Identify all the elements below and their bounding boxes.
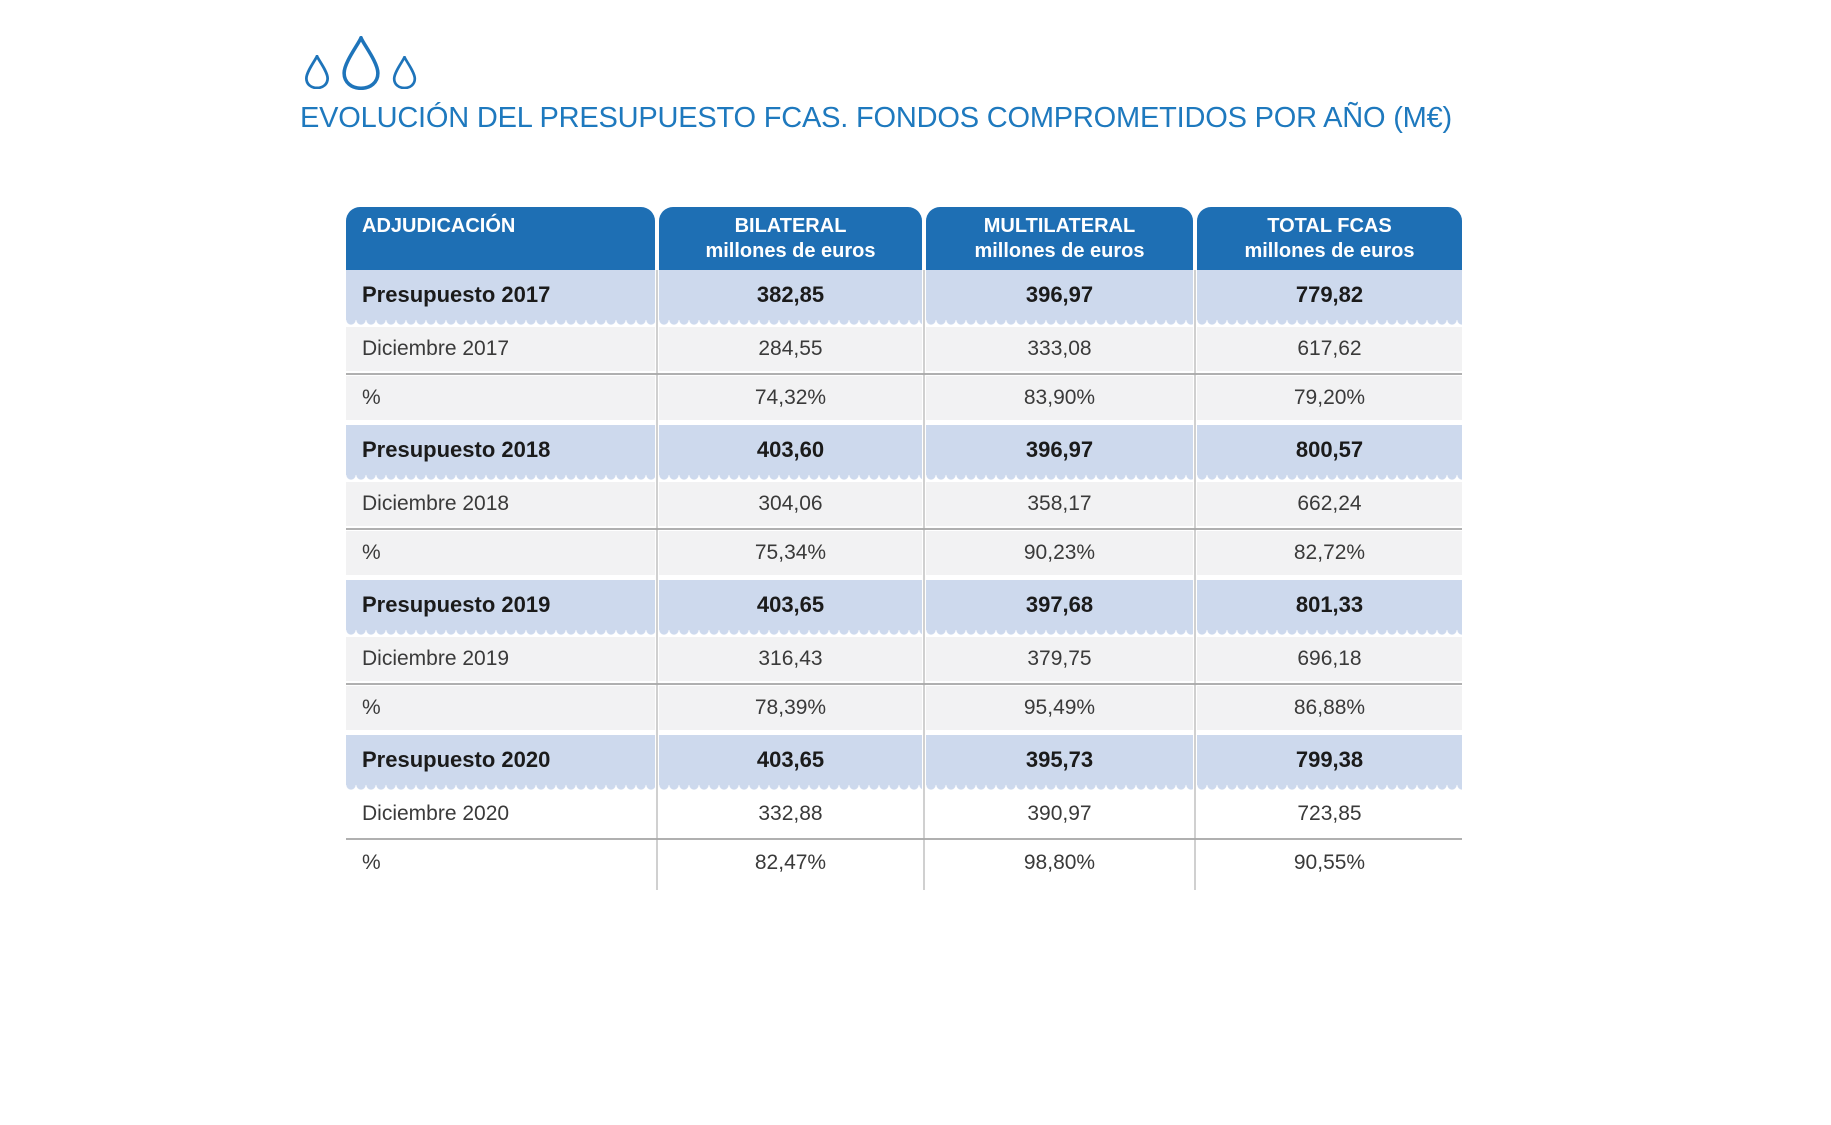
total-value: 723,85 [1197,792,1462,836]
bilateral-value: 74,32% [659,376,922,420]
table-row [346,376,1462,420]
multilateral-value: 396,97 [926,270,1193,320]
row-label: Diciembre 2020 [346,792,655,836]
bilateral-value: 403,65 [659,735,922,785]
column-divider [656,270,658,890]
total-value: 82,72% [1197,531,1462,575]
water-drops-logo [300,36,430,90]
row-label: Presupuesto 2020 [346,735,655,785]
table-row [346,425,1462,480]
multilateral-value: 397,68 [926,580,1193,630]
table-row [346,531,1462,575]
header-sublabel: millones de euros [974,240,1145,262]
bilateral-value: 82,47% [659,841,922,885]
header-adjudicacion [346,207,655,270]
row-label: Diciembre 2017 [346,327,655,371]
water-drop-icon [390,56,419,89]
table-row [346,482,1462,526]
bilateral-value: 382,85 [659,270,922,320]
bilateral-value: 332,88 [659,792,922,836]
table-row [346,327,1462,371]
header-label: ADJUDICACIÓN [362,215,516,237]
header-label: TOTAL FCAS [1267,215,1392,237]
bilateral-value: 403,65 [659,580,922,630]
table-body [346,270,1462,885]
header-label: BILATERAL [734,215,847,237]
multilateral-value: 396,97 [926,425,1193,475]
header-sublabel: millones de euros [705,240,876,262]
table-row [346,686,1462,730]
row-label: Presupuesto 2018 [346,425,655,475]
water-drop-icon [302,55,332,89]
table-row [346,792,1462,836]
total-value: 801,33 [1197,580,1462,630]
table-row [346,841,1462,885]
header-multilateral [926,207,1193,270]
table-row [346,637,1462,681]
row-label: % [346,531,655,575]
bilateral-value: 284,55 [659,327,922,371]
row-label: Presupuesto 2017 [346,270,655,320]
table-header-row [346,207,1462,270]
total-value: 86,88% [1197,686,1462,730]
total-value: 799,38 [1197,735,1462,785]
multilateral-value: 95,49% [926,686,1193,730]
total-value: 696,18 [1197,637,1462,681]
bilateral-value: 78,39% [659,686,922,730]
total-value: 662,24 [1197,482,1462,526]
bilateral-value: 316,43 [659,637,922,681]
row-label: % [346,841,655,885]
table-row [346,580,1462,635]
header-label: MULTILATERAL [983,215,1136,237]
row-label: Diciembre 2018 [346,482,655,526]
header-total-fcas [1197,207,1462,270]
row-label: % [346,376,655,420]
multilateral-value: 358,17 [926,482,1193,526]
total-value: 90,55% [1197,841,1462,885]
column-divider [1194,270,1196,890]
row-label: Diciembre 2019 [346,637,655,681]
multilateral-value: 379,75 [926,637,1193,681]
total-value: 779,82 [1197,270,1462,320]
row-label: Presupuesto 2019 [346,580,655,630]
water-drop-icon [340,36,382,90]
total-value: 617,62 [1197,327,1462,371]
page-title: EVOLUCIÓN DEL PRESUPUESTO FCAS. FONDOS COMPROMETIDOS POR AÑO (M€) [300,102,1452,134]
total-value: 800,57 [1197,425,1462,475]
bilateral-value: 75,34% [659,531,922,575]
budget-table [346,207,1462,890]
multilateral-value: 90,23% [926,531,1193,575]
bilateral-value: 304,06 [659,482,922,526]
row-label: % [346,686,655,730]
multilateral-value: 395,73 [926,735,1193,785]
column-divider [923,270,925,890]
header-sublabel: millones de euros [1244,240,1415,262]
total-value: 79,20% [1197,376,1462,420]
multilateral-value: 98,80% [926,841,1193,885]
multilateral-value: 333,08 [926,327,1193,371]
table-row [346,735,1462,790]
multilateral-value: 83,90% [926,376,1193,420]
table-row [346,270,1462,325]
bilateral-value: 403,60 [659,425,922,475]
multilateral-value: 390,97 [926,792,1193,836]
header-bilateral [659,207,922,270]
